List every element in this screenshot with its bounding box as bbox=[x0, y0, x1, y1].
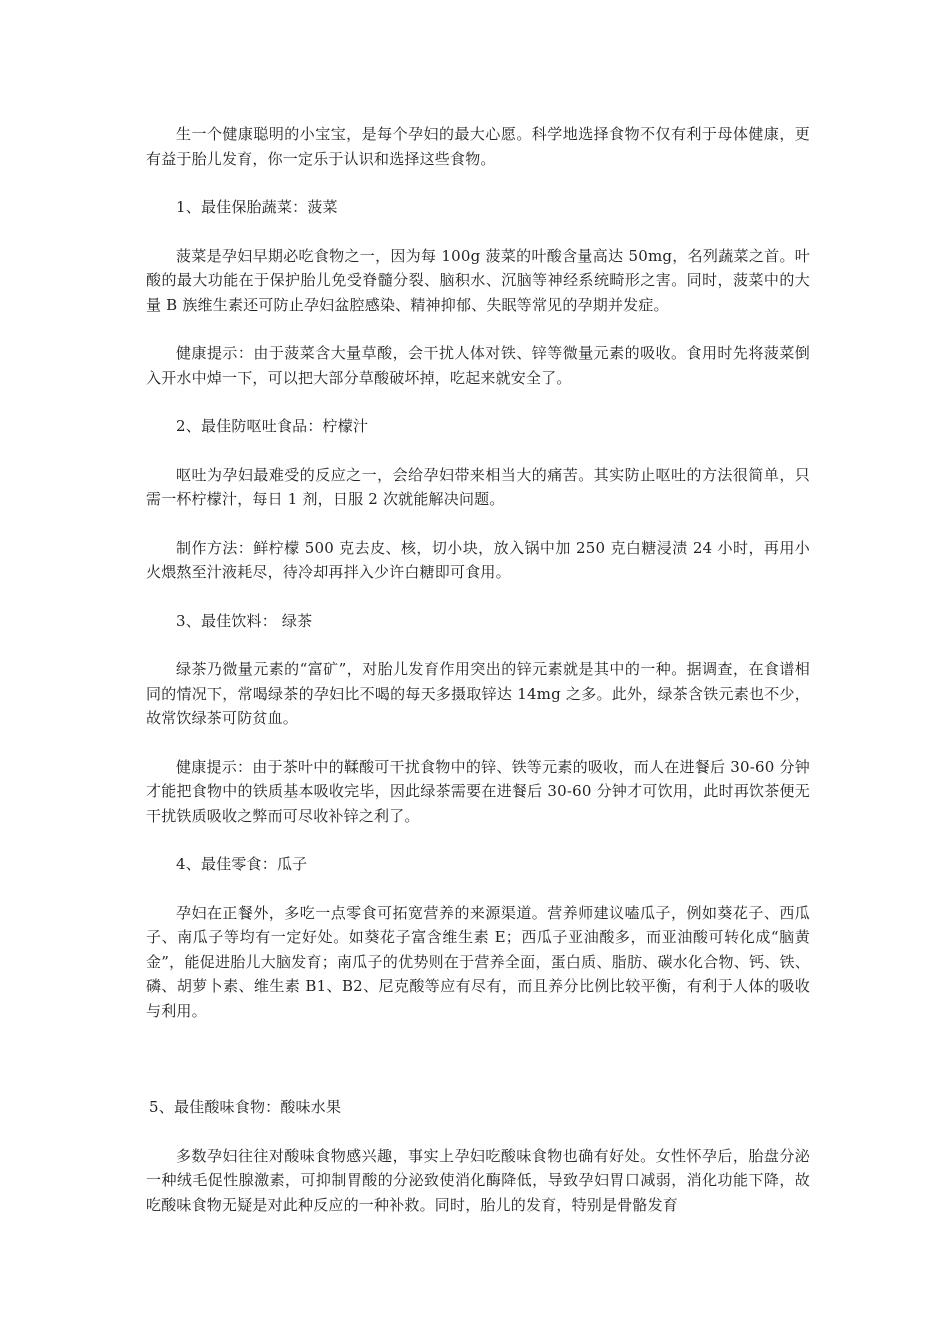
section-4-paragraph-1: 孕妇在正餐外，多吃一点零食可拓宽营养的来源渠道。营养师建议嗑瓜子，例如葵花子、西瓜子、南瓜子等均有一定好处。如葵花子富含维生素 E；西瓜子亚油酸多，而亚油酸可转化成“脑黄金”，能促进胎儿大脑发育；南瓜子的优势则在于营养全面，蛋白质、脂肪、碳水化合物、钙、铁、磷、胡萝卜素、维生素 B1、B2、尼克酸等应有尽有，而且养分比例比较平衡，有利于人体的吸收与利用。 bbox=[146, 903, 810, 1020]
section-5-heading: 5、最佳酸味食物：酸味水果 bbox=[149, 1098, 342, 1116]
document-body bbox=[146, 122, 810, 1217]
section-2-heading: 2、最佳防呕吐食品：柠檬汁 bbox=[176, 417, 369, 435]
section-3-heading: 3、最佳饮料： 绿茶 bbox=[176, 611, 313, 630]
section-1-heading: 1、最佳保胎蔬菜：菠菜 bbox=[176, 198, 338, 216]
section-3-paragraph-1: 绿茶乃微量元素的“富矿”，对胎儿发育作用突出的锌元素就是其中的一种。据调查，在食谱相同的情况下，常喝绿茶的孕妇比不喝的每天多摄取锌达 14mg 之多。此外，绿茶含铁元素也不少，故常饮绿茶可防贫血。 bbox=[146, 660, 810, 727]
section-5-paragraph-1: 多数孕妇往往对酸味食物感兴趣，事实上孕妇吃酸味食物也确有好处。女性怀孕后，胎盘分泌一种绒毛促性腺激素，可抑制胃酸的分泌致使消化酶降低，导致孕妇胃口减弱，消化功能下降，故吃酸味食物无疑是对此种反应的一种补救。同时，胎儿的发育，特别是骨骼发育 bbox=[146, 1146, 810, 1214]
section-3-paragraph-2: 健康提示：由于茶叶中的鞣酸可干扰食物中的锌、铁等元素的吸收，而人在进餐后 30-60 分钟才能把食物中的铁质基本吸收完毕，因此绿茶需要在进餐后 30-60 分钟才可饮用，此时再饮茶便无干扰铁质吸收之弊而可尽收补锌之利了。 bbox=[146, 757, 810, 825]
intro-paragraph: 生一个健康聪明的小宝宝，是每个孕妇的最大心愿。科学地选择食物不仅有利于母体健康，更有益于胎儿发育，你一定乐于认识和选择这些食物。 bbox=[146, 125, 810, 168]
section-2-paragraph-2: 制作方法：鲜柠檬 500 克去皮、核，切小块，放入锅中加 250 克白糖浸渍 24 小时，再用小火煨熬至汁液耗尽，待冷却再拌入少许白糖即可食用。 bbox=[146, 538, 810, 581]
section-2-paragraph-1: 呕吐为孕妇最难受的反应之一，会给孕妇带来相当大的痛苦。其实防止呕吐的方法很简单，只需一杯柠檬汁，每日 1 剂，日服 2 次就能解决问题。 bbox=[146, 465, 810, 508]
section-4-heading: 4、最佳零食：瓜子 bbox=[176, 855, 308, 873]
section-1-paragraph-1: 菠菜是孕妇早期必吃食物之一，因为每 100g 菠菜的叶酸含量高达 50mg，名列蔬菜之首。叶酸的最大功能在于保护胎儿免受脊髓分裂、脑积水、沉脑等神经系统畸形之害。同时，菠菜中的大量 B 族维生素还可防止孕妇盆腔感染、精神抑郁、失眠等常见的孕期并发症。 bbox=[146, 246, 810, 314]
section-1-paragraph-2: 健康提示：由于菠菜含大量草酸，会干扰人体对铁、锌等微量元素的吸收。食用时先将菠菜倒入开水中焯一下，可以把大部分草酸破坏掉，吃起来就安全了。 bbox=[146, 344, 810, 387]
